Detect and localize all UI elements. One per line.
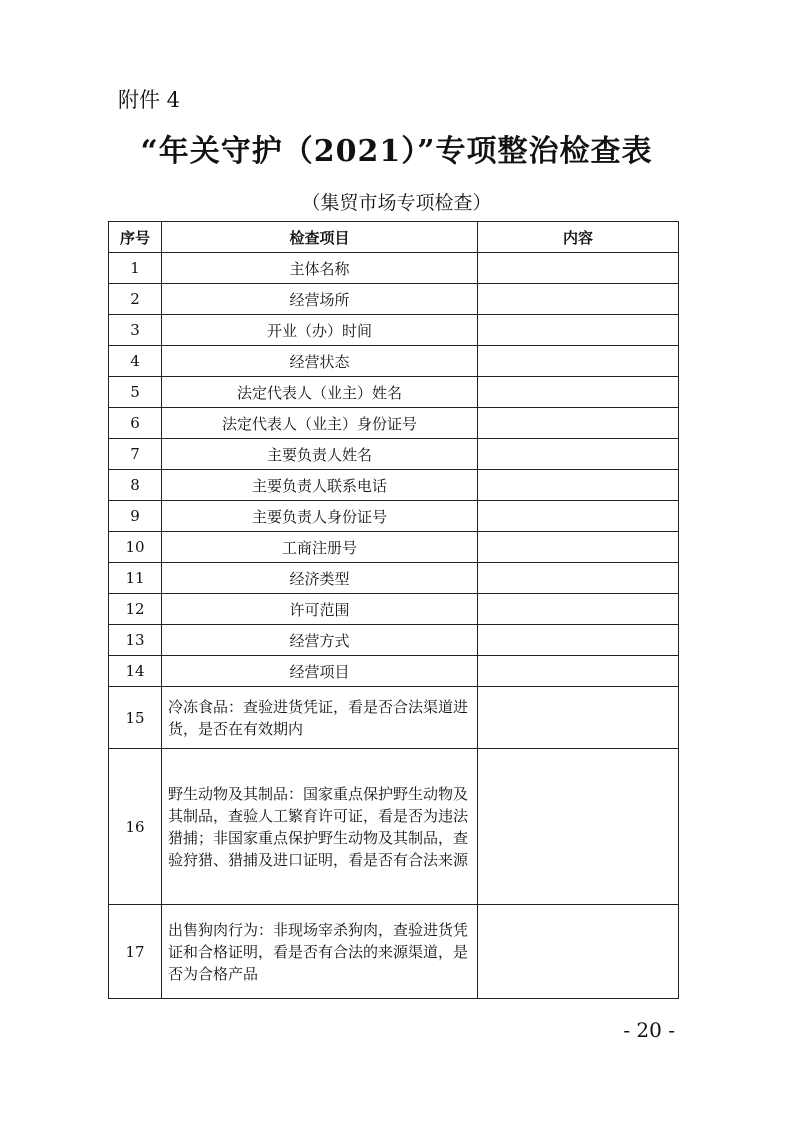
row-content-cell[interactable] — [478, 408, 679, 439]
table-row — [109, 594, 679, 625]
table-row — [109, 346, 679, 377]
row-content-cell[interactable] — [478, 749, 679, 905]
row-content-cell[interactable] — [478, 532, 679, 563]
row-number: 14 — [109, 656, 162, 687]
document-title: “年关守护（2021）”专项整治检查表 — [140, 134, 653, 169]
row-number: 9 — [109, 501, 162, 532]
row-number: 6 — [109, 408, 162, 439]
attachment-label: 附件 4 — [118, 88, 181, 112]
row-content-cell[interactable] — [478, 905, 679, 999]
table-row — [109, 253, 679, 284]
row-item: 经营项目 — [162, 656, 478, 687]
row-item: 法定代表人（业主）身份证号 — [162, 408, 478, 439]
row-number: 7 — [109, 439, 162, 470]
row-content-cell[interactable] — [478, 346, 679, 377]
table-header-row — [109, 222, 679, 253]
row-content-cell[interactable] — [478, 656, 679, 687]
row-content-cell[interactable] — [478, 625, 679, 656]
row-number: 2 — [109, 284, 162, 315]
inspection-table — [108, 221, 679, 999]
table-row — [109, 625, 679, 656]
row-item: 经营方式 — [162, 625, 478, 656]
row-content-cell[interactable] — [478, 439, 679, 470]
row-number: 15 — [109, 687, 162, 749]
table-row — [109, 687, 679, 749]
table-row — [109, 563, 679, 594]
row-item: 经营状态 — [162, 346, 478, 377]
table-row — [109, 656, 679, 687]
table-row — [109, 439, 679, 470]
row-number: 16 — [109, 749, 162, 905]
row-content-cell[interactable] — [478, 377, 679, 408]
row-item: 野生动物及其制品：国家重点保护野生动物及其制品，查验人工繁育许可证，看是否为违法猎捕；非国家重点保护野生动物及其制品，查验狩猎、猎捕及进口证明，看是否有合法来源 — [162, 749, 478, 905]
table-row — [109, 905, 679, 999]
row-content-cell[interactable] — [478, 687, 679, 749]
row-content-cell[interactable] — [478, 470, 679, 501]
row-content-cell[interactable] — [478, 563, 679, 594]
row-number: 11 — [109, 563, 162, 594]
table-row — [109, 315, 679, 346]
row-item: 主要负责人联系电话 — [162, 470, 478, 501]
row-content-cell[interactable] — [478, 315, 679, 346]
row-item: 主要负责人姓名 — [162, 439, 478, 470]
row-item: 工商注册号 — [162, 532, 478, 563]
row-number: 8 — [109, 470, 162, 501]
document-subtitle: （集贸市场专项检查） — [301, 192, 492, 214]
table-row — [109, 408, 679, 439]
row-item: 出售狗肉行为：非现场宰杀狗肉，查验进货凭证和合格证明，看是否有合法的来源渠道，是否为合格产品 — [162, 905, 478, 999]
row-number: 10 — [109, 532, 162, 563]
row-item: 开业（办）时间 — [162, 315, 478, 346]
page-number: - 20 - — [623, 1018, 675, 1042]
row-item: 主体名称 — [162, 253, 478, 284]
row-number: 4 — [109, 346, 162, 377]
table-row — [109, 377, 679, 408]
table-row — [109, 470, 679, 501]
row-item: 许可范围 — [162, 594, 478, 625]
row-item: 经营场所 — [162, 284, 478, 315]
table-row — [109, 749, 679, 905]
row-number: 3 — [109, 315, 162, 346]
table-row — [109, 532, 679, 563]
table-row — [109, 284, 679, 315]
header-content: 内容 — [478, 222, 679, 253]
row-number: 5 — [109, 377, 162, 408]
row-item: 法定代表人（业主）姓名 — [162, 377, 478, 408]
header-item: 检查项目 — [162, 222, 478, 253]
row-item: 经济类型 — [162, 563, 478, 594]
row-item: 冷冻食品：查验进货凭证，看是否合法渠道进货，是否在有效期内 — [162, 687, 478, 749]
table-row — [109, 501, 679, 532]
header-number: 序号 — [109, 222, 162, 253]
row-content-cell[interactable] — [478, 284, 679, 315]
row-number: 1 — [109, 253, 162, 284]
row-content-cell[interactable] — [478, 594, 679, 625]
row-item: 主要负责人身份证号 — [162, 501, 478, 532]
row-content-cell[interactable] — [478, 253, 679, 284]
row-number: 17 — [109, 905, 162, 999]
row-number: 12 — [109, 594, 162, 625]
row-content-cell[interactable] — [478, 501, 679, 532]
row-number: 13 — [109, 625, 162, 656]
